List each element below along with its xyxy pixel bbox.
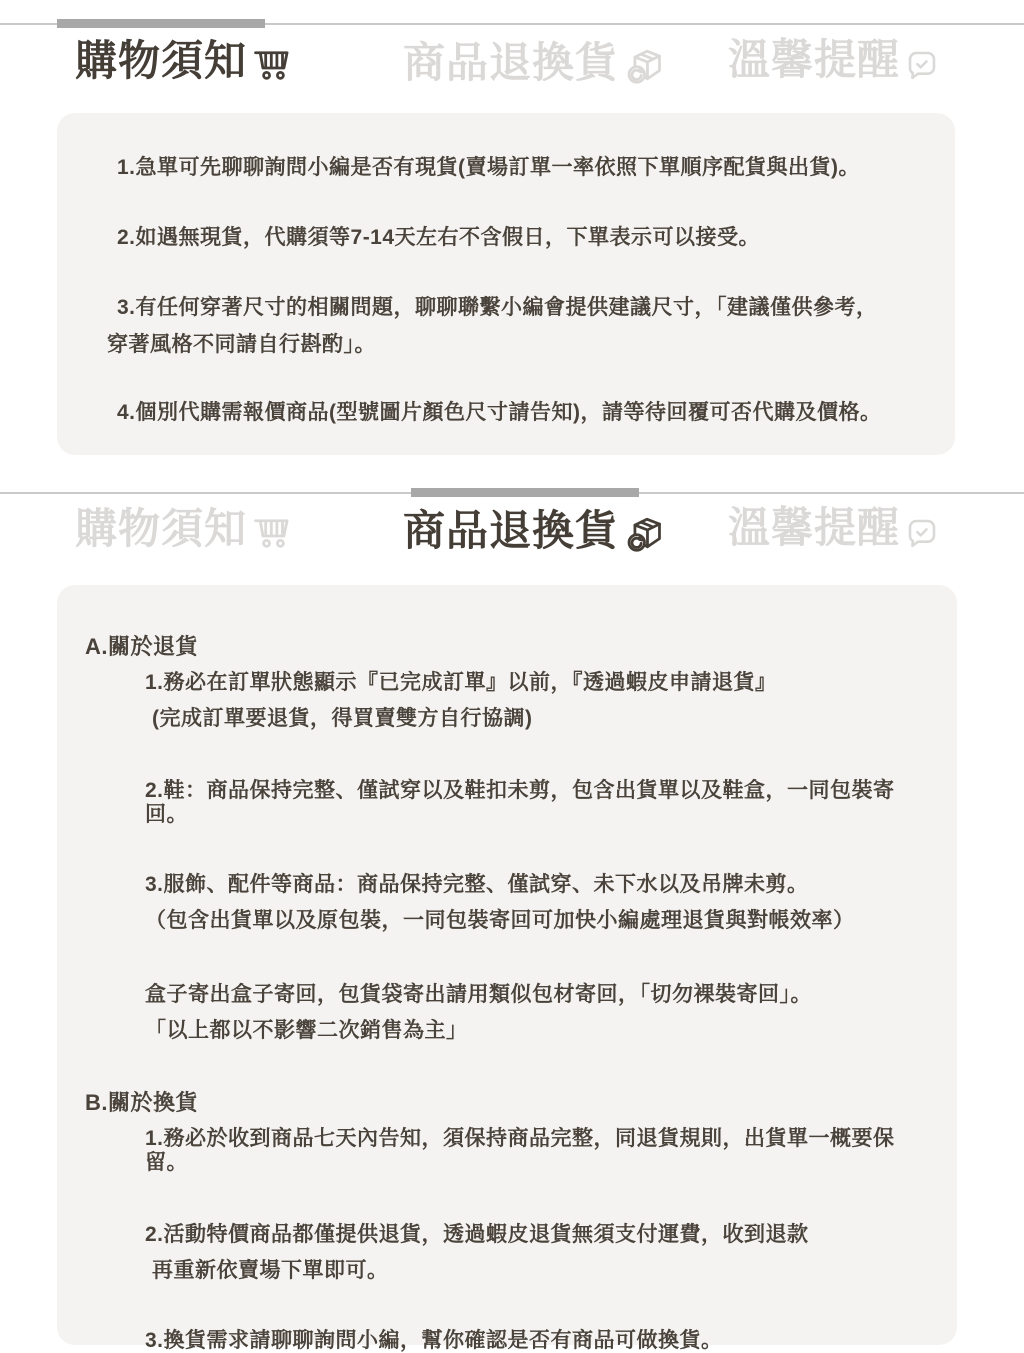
shopping-notice-panel xyxy=(57,113,955,455)
active-tab-indicator-bar xyxy=(411,488,639,497)
tab-returns-exchange-label: 商品退換貨 xyxy=(403,507,619,554)
tab-shopping-notice[interactable] xyxy=(75,504,293,554)
package-return-icon xyxy=(622,36,670,90)
chat-check-icon xyxy=(904,37,940,83)
cart-icon xyxy=(251,504,293,554)
notice-line-continuation: 穿著風格不同請自行斟酌」。 xyxy=(107,333,376,356)
notice-line: 1.急單可先聊聊詢問小編是否有現貨(賣場訂單一率依照下單順序配貨與出貨)。 xyxy=(117,156,860,179)
returns-line: 盒子寄出盒子寄回，包貨袋寄出請用類似包材寄回，「切勿裸裝寄回」。 xyxy=(145,983,812,1006)
notice-line: 4.個別代購需報價商品(型號圖片顏色尺寸請告知)，請等待回覆可否代購及價格。 xyxy=(117,401,882,424)
returns-exchange-panel xyxy=(57,585,957,1352)
tab-shopping-notice[interactable] xyxy=(75,36,293,86)
tab-warm-reminder[interactable] xyxy=(728,504,940,552)
returns-line: 2.活動特價商品都僅提供退貨，透過蝦皮退貨無須支付運費，收到退款 xyxy=(145,1223,809,1246)
returns-line: 3.換貨需求請聊聊詢問小編，幫你確認是否有商品可做換貨。 xyxy=(145,1329,723,1352)
returns-line: 3.服飾、配件等商品：商品保持完整、僅試穿、未下水以及吊牌未剪。 xyxy=(145,873,809,896)
tab-shopping-notice-label: 購物須知 xyxy=(75,505,248,552)
package-return-icon xyxy=(622,504,670,558)
cart-icon xyxy=(251,36,293,86)
tab-warm-reminder[interactable] xyxy=(728,36,940,84)
returns-section-b-title: B.關於換貨 xyxy=(85,1090,199,1115)
tab-returns-exchange[interactable] xyxy=(403,504,670,558)
notice-line: 2.如遇無現貨，代購須等7-14天左右不含假日，下單表示可以接受。 xyxy=(117,226,761,249)
returns-line: 1.務必在訂單狀態顯示『已完成訂單』以前，『透過蝦皮申請退貨』 xyxy=(145,671,777,694)
tab-warm-reminder-label: 溫馨提醒 xyxy=(727,504,900,551)
chat-check-icon xyxy=(904,505,940,551)
active-tab-indicator-bar xyxy=(57,19,265,28)
returns-line-continuation: 再重新依賣場下單即可。 xyxy=(152,1259,389,1282)
tab-warm-reminder-label: 溫馨提醒 xyxy=(727,36,900,83)
notice-line: 3.有任何穿著尺寸的相關問題，聊聊聯繫小編會提供建議尺寸，「建議僅供參考， xyxy=(117,296,878,319)
returns-line: 「以上都以不影響二次銷售為主」 xyxy=(145,1019,468,1042)
returns-line: 2.鞋：商品保持完整、僅試穿以及鞋扣未剪，包含出貨單以及鞋盒，一同包裝寄回。 xyxy=(145,779,895,826)
tab-returns-exchange-label: 商品退換貨 xyxy=(403,39,619,86)
tab-shopping-notice-label: 購物須知 xyxy=(75,37,248,84)
returns-line-continuation: (完成訂單要退貨，得買賣雙方自行協調) xyxy=(152,707,533,730)
returns-section-a-title: A.關於退貨 xyxy=(85,634,199,659)
tab-returns-exchange[interactable] xyxy=(403,36,670,90)
returns-line-continuation: （包含出貨單以及原包裝，一同包裝寄回可加快小編處理退貨與對帳效率） xyxy=(145,909,855,932)
returns-line: 1.務必於收到商品七天內告知，須保持商品完整，同退貨規則，出貨單一概要保留。 xyxy=(145,1127,895,1174)
